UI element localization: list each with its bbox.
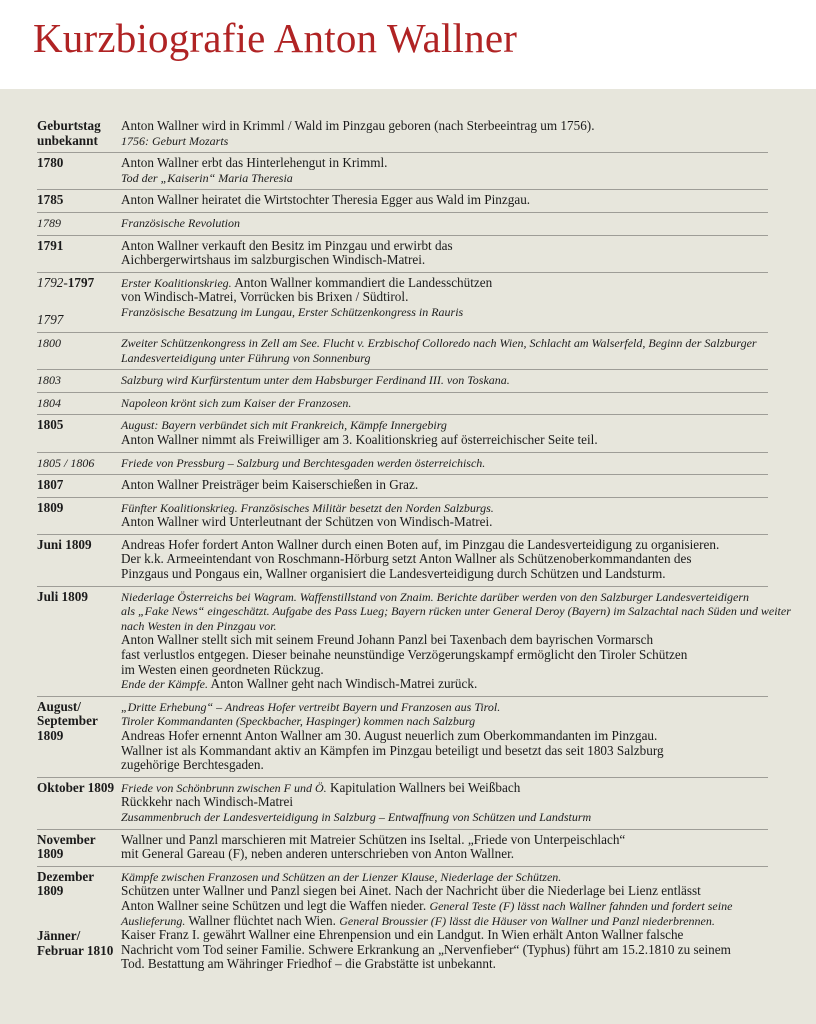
timeline-date-secondary: 1797 bbox=[37, 312, 64, 328]
timeline-text: Zweiter Schützenkongress in Zell am See. Flucht v. Erzbischof Colloredo nach Wien, Schlacht am Walserfeld, Beginn der Salzburger bbox=[121, 335, 757, 350]
timeline-text: Friede von Pressburg – Salzburg und Berchtesgaden werden österreichisch. bbox=[121, 455, 486, 470]
timeline-date: 1800 bbox=[37, 335, 61, 350]
timeline-content bbox=[121, 119, 768, 148]
timeline-text: zugehörige Berchtesgaden. bbox=[121, 757, 264, 773]
timeline-date: Oktober 1809 bbox=[37, 779, 115, 795]
timeline-text: 1756: Geburt Mozarts bbox=[121, 133, 229, 148]
timeline-content bbox=[121, 538, 768, 582]
timeline-text: Zusammenbruch der Landesverteidigung in Salzburg – Entwaffnung von Schützen und Landsturm bbox=[121, 809, 592, 824]
timeline-content bbox=[121, 336, 768, 365]
timeline-text: Tod der „Kaiserin“ Maria Theresia bbox=[121, 170, 293, 185]
timeline-text: Auslieferung. Wallner flüchtet nach Wien. General Broussier (F) lässt die Häuser von Wallner und Panzl niederbrennen. bbox=[121, 912, 715, 928]
timeline-text: Ende der Kämpfe. Anton Wallner geht nach Windisch-Matrei zurück. bbox=[121, 676, 478, 692]
timeline-date: 1805 / 1806 bbox=[37, 455, 95, 470]
timeline-text: Anton Wallner verkauft den Besitz im Pinzgau und erwirbt das bbox=[121, 237, 453, 253]
timeline-text: „Dritte Erhebung“ – Andreas Hofer vertreibt Bayern und Franzosen aus Tirol. bbox=[121, 699, 501, 714]
timeline-content bbox=[121, 833, 768, 862]
timeline-text: von Windisch-Matrei, Vorrücken bis Brixen / Südtirol. bbox=[121, 289, 409, 305]
timeline-text: Anton Wallner wird in Krimml / Wald im Pinzgau geboren (nach Sterbeeintrag um 1756). bbox=[121, 118, 595, 133]
timeline-row bbox=[37, 778, 768, 830]
timeline-text: Tiroler Kommandanten (Speckbacher, Haspinger) kommen nach Salzburg bbox=[121, 714, 476, 729]
timeline-text: Andreas Hofer ernennt Anton Wallner am 30. August neuerlich zum Oberkommandanten im Pinzgau. bbox=[121, 728, 658, 743]
timeline-table bbox=[37, 116, 791, 976]
timeline-text: Tod. Bestattung am Währinger Friedhof – die Grabstätte ist unbekannt. bbox=[121, 956, 496, 972]
timeline-content bbox=[121, 156, 768, 185]
timeline-text: Kaiser Franz I. gewährt Wallner eine Ehrenpension und ein Landgut. In Wien erhält Anton Wallner falsche bbox=[121, 927, 684, 943]
timeline-text: Anton Wallner erbt das Hinterlehengut in Krimml. bbox=[121, 155, 388, 171]
timeline-row bbox=[37, 867, 768, 976]
timeline-text: Pinzgaus und Pongaus ein, Wallner organisiert die Landesverteidigung durch Schützen und Landsturm. bbox=[121, 566, 666, 582]
timeline-date: 1791 bbox=[37, 237, 64, 253]
timeline-text: Französische Revolution bbox=[121, 215, 240, 230]
timeline-row bbox=[37, 830, 768, 867]
timeline-row bbox=[37, 453, 768, 476]
timeline-row bbox=[37, 393, 768, 416]
timeline-text: nach Westen in den Pinzgau vor. bbox=[121, 618, 277, 633]
timeline-text: Niederlage Österreichs bei Wagram. Waffenstillstand von Znaim. Berichte darüber werden von den Salzburger Landesverteidigern bbox=[121, 589, 750, 604]
timeline-text: August: Bayern verbündet sich mit Frankreich, Kämpfe Innergebirg bbox=[121, 418, 447, 433]
timeline-text: Anton Wallner stellt sich mit seinem Freund Johann Panzl bei Taxenbach dem bayrischen Vormarsch bbox=[121, 632, 654, 648]
timeline-text: Aichbergerwirtshaus im salzburgischen Windisch-Matrei. bbox=[121, 252, 426, 268]
timeline-text: als „Fake News“ eingeschätzt. Aufgabe des Pass Lueg; Bayern rücken unter General Deroy (Bayern) im Salzachtal nach Süden und weiter bbox=[121, 604, 791, 619]
timeline-date: Geburtstag unbekannt bbox=[37, 118, 101, 148]
timeline-row bbox=[37, 236, 768, 273]
timeline-content bbox=[121, 501, 768, 530]
timeline-row bbox=[37, 498, 768, 535]
timeline-content bbox=[121, 870, 768, 972]
timeline-text: Friede von Schönbrunn zwischen F und Ö. Kapitulation Wallners bei Weißbach bbox=[121, 779, 521, 795]
timeline-text: Nachricht vom Tod seiner Familie. Schwere Erkrankung an „Nervenfieber“ (Typhus) führt am 15.2.1810 zu seinem bbox=[121, 941, 731, 957]
timeline-text: Landesverteidigung unter Führung von Sonnenburg bbox=[121, 350, 371, 365]
timeline-date: November 1809 bbox=[37, 831, 96, 862]
timeline-content bbox=[121, 456, 768, 471]
timeline-text: im Westen einen geordneten Rückzug. bbox=[121, 661, 324, 677]
timeline-text: Kämpfe zwischen Franzosen und Schützen an der Lienzer Klause, Niederlage der Schützen. bbox=[121, 869, 562, 884]
timeline-content bbox=[121, 276, 768, 328]
timeline-sheet bbox=[0, 89, 816, 1024]
timeline-date: 1805 bbox=[37, 417, 64, 433]
timeline-text: Anton Wallner Preisträger beim Kaiserschießen in Graz. bbox=[121, 477, 419, 493]
timeline-text: Rückkehr nach Windisch-Matrei bbox=[121, 794, 294, 810]
timeline-text: Salzburg wird Kurfürstentum unter dem Habsburger Ferdinand III. von Toskana. bbox=[121, 373, 510, 388]
timeline-date: 1792-1797 1797 bbox=[37, 274, 95, 328]
timeline-text: Erster Koalitionskrieg. Anton Wallner kommandiert die Landesschützen bbox=[121, 274, 493, 290]
timeline-row bbox=[37, 153, 768, 190]
timeline-date: 1789 bbox=[37, 215, 61, 230]
page-header bbox=[0, 0, 816, 89]
timeline-row bbox=[37, 273, 768, 333]
timeline-date: Dezember 1809 Jänner/ Februar 1810 bbox=[37, 870, 121, 972]
timeline-row bbox=[37, 333, 768, 370]
timeline-date: 1807 bbox=[37, 477, 64, 493]
timeline-text: fast verlustlos entgegen. Dieser beinahe neunstündige Verzögerungskampf ermöglicht den Tiroler Schützen bbox=[121, 647, 688, 663]
timeline-content bbox=[121, 216, 768, 231]
timeline-date: 1809 bbox=[37, 499, 64, 515]
timeline-row bbox=[37, 535, 768, 587]
timeline-content bbox=[121, 781, 768, 825]
timeline-content bbox=[121, 418, 768, 447]
timeline-content bbox=[121, 396, 768, 411]
timeline-text: Andreas Hofer fordert Anton Wallner durch einen Boten auf, im Pinzgau die Landesverteidigung zu organisieren. bbox=[121, 536, 720, 552]
timeline-date: Juli 1809 bbox=[37, 588, 88, 604]
timeline-text: mit General Gareau (F), neben anderen unterschrieben von Anton Wallner. bbox=[121, 846, 515, 862]
timeline-text: Anton Wallner nimmt als Freiwilliger am 3. Koalitionskrieg auf österreichischer Seite teil. bbox=[121, 431, 598, 447]
timeline-row bbox=[37, 190, 768, 213]
timeline-date: 1804 bbox=[37, 395, 61, 410]
timeline-content bbox=[121, 373, 768, 388]
timeline-row bbox=[37, 415, 768, 452]
timeline-content bbox=[121, 700, 768, 773]
timeline-content bbox=[121, 478, 768, 493]
timeline-date: Juni 1809 bbox=[37, 536, 92, 552]
timeline-content bbox=[121, 590, 791, 692]
page-title: Kurzbiografie Anton Wallner bbox=[33, 15, 518, 61]
timeline-row bbox=[37, 213, 768, 236]
timeline-date-secondary: Jänner/ Februar 1810 bbox=[37, 927, 114, 958]
timeline-text: Wallner und Panzl marschieren mit Matreier Schützen ins Iseltal. „Friede von Unterpeischlach“ bbox=[121, 831, 626, 847]
timeline-row bbox=[37, 697, 768, 778]
timeline-text: Napoleon krönt sich zum Kaiser der Franzosen. bbox=[121, 395, 352, 410]
timeline-text: Schützen unter Wallner und Panzl siegen bei Ainet. Nach der Nachricht über die Niederlage bei Lienz entlässt bbox=[121, 883, 701, 899]
timeline-text: Anton Wallner heiratet die Wirtstochter Theresia Egger aus Wald im Pinzgau. bbox=[121, 192, 531, 208]
timeline-row bbox=[37, 587, 791, 697]
timeline-text: Der k.k. Armeeintendant von Roschmann-Hörburg setzt Anton Wallner als Schützenoberkommandanten des bbox=[121, 551, 692, 567]
timeline-date: 1803 bbox=[37, 373, 61, 388]
timeline-date: August/ September 1809 bbox=[37, 698, 98, 743]
timeline-row bbox=[37, 116, 768, 153]
timeline-date: 1780 bbox=[37, 155, 64, 171]
timeline-content bbox=[121, 239, 768, 268]
timeline-row bbox=[37, 475, 768, 498]
timeline-text: Anton Wallner seine Schützen und legt die Waffen nieder. General Teste (F) lässt nach Wallner fahnden und fordert seine bbox=[121, 897, 733, 913]
timeline-content bbox=[121, 193, 768, 208]
timeline-text: Wallner ist als Kommandant aktiv an Kämpfen im Pinzgau beteiligt und besetzt das seit 1803 Salzburg bbox=[121, 742, 664, 758]
timeline-text: Französische Besatzung im Lungau, Erster Schützenkongress in Rauris bbox=[121, 304, 464, 319]
timeline-text: Anton Wallner wird Unterleutnant der Schützen von Windisch-Matrei. bbox=[121, 514, 493, 530]
timeline-text: Fünfter Koalitionskrieg. Französisches Militär besetzt den Norden Salzburgs. bbox=[121, 500, 494, 515]
timeline-row bbox=[37, 370, 768, 393]
timeline-date: 1785 bbox=[37, 192, 64, 208]
